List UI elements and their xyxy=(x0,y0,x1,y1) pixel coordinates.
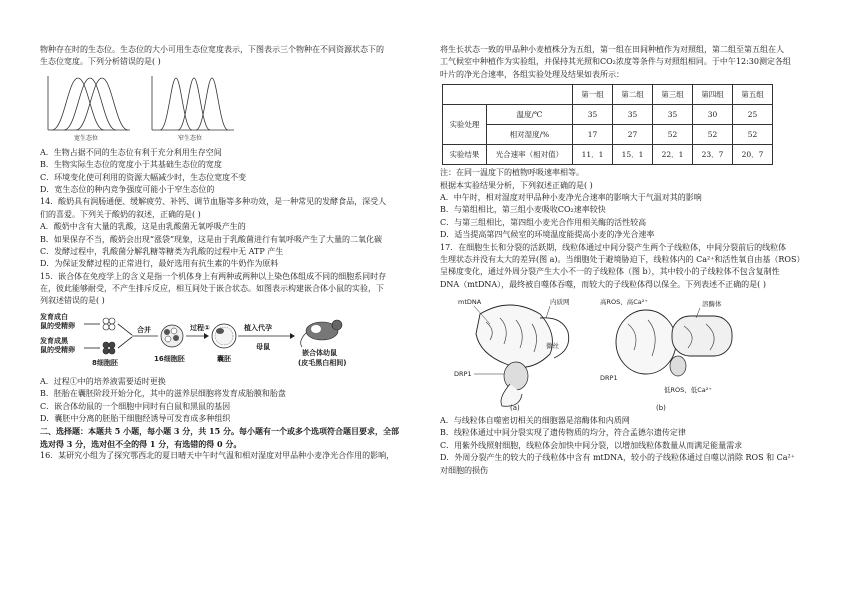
table-cell: 30 xyxy=(693,105,733,125)
table-row xyxy=(443,125,773,145)
q17-stem-1: 17．在细胞生长和分裂的活跃期，线粒体通过中间分裂产生两个子线粒体，中间分裂前后的线粒体 xyxy=(440,242,787,252)
process-label: 过程① xyxy=(190,323,210,332)
black-mouse-label-2: 鼠的受精卵 xyxy=(40,345,75,354)
chimera-result-label-1: 嵌合体幼鼠 xyxy=(302,348,337,357)
table-cell: 35 xyxy=(613,105,653,125)
fission-site-b xyxy=(670,356,686,376)
table-cell: 20．7 xyxy=(733,145,773,165)
er-label: 内质网 xyxy=(550,298,570,307)
table-cell: 52 xyxy=(693,125,733,145)
table-header-row xyxy=(443,85,773,105)
microtubule-label: 微丝 xyxy=(546,342,559,351)
eight-cell-label: 8细胞胚 xyxy=(92,358,118,367)
result-label-cell: 实验结果 xyxy=(443,145,487,165)
q17-stem-2: 生理状态并没有太大的差异(图 a)。当细胞处于避境胁迫下，线粒体内的 Ca²⁺和活性氧自由基（ROS） xyxy=(440,254,805,264)
q17-option-d: D．外周分裂产生的较大的子线粒体中含有 mtDNA，较小的子线粒体通过自噬以消除 ROS 和 Ca²⁺ xyxy=(440,453,795,463)
table-row xyxy=(443,145,773,165)
chimera-result-label-2: (皮毛黑白相间) xyxy=(298,358,347,367)
q16-option-d: D．适当提高第四气候室的环境温度能提高小麦的净光合速率 xyxy=(440,230,655,240)
table-cell: 17 xyxy=(573,125,613,145)
row-name-cell: 温度/℃ xyxy=(486,105,572,125)
lysosome-shape xyxy=(672,316,732,356)
q17-stem-4: DNA（mtDNA），最终被自噬体吞噬，而较大的子线粒体得以保全。下列表述不正确的是( ) xyxy=(440,279,766,289)
implant-label: 植入代孕 xyxy=(244,323,272,332)
table-row xyxy=(443,105,773,125)
q14-stem-1: 14．酸奶具有润肠通便、缓解疲劳、补钙、调节血脂等多种功效，是一种常见的发酵食品，深受人 xyxy=(40,197,387,207)
q17-option-c: C．用紫外线照射细胞，线粒体会加快中间分裂，以增加线粒体数量从而满足能量需求 xyxy=(440,440,743,450)
drp1-a-label: DRP1 xyxy=(454,370,472,379)
q14-option-b: B．如果保存不当，酸奶会出现“涨袋”现象，这是由于乳酸菌进行有氧呼吸产生了大量的二氧化碳 xyxy=(40,234,383,244)
table-cell: 35 xyxy=(573,105,613,125)
intro-line-1: 物种存在时的生态位。生态位的大小可用生态位宽度表示，下图表示三个物种在不同资源状态下的 xyxy=(40,45,384,54)
q14-stem-2: 们的喜爱。下列关于酸奶的叙述，正确的是( ) xyxy=(40,209,201,219)
white-mouse-label-2: 鼠的受精卵 xyxy=(40,321,75,330)
table-note: 注：在同一温度下的植物呼吸速率相等。 xyxy=(440,168,584,178)
sixteen-cell-label: 16细胞胚 xyxy=(154,354,185,363)
q14-option-a: A．酸奶中含有大量的乳酸，这是由乳酸菌无氧呼吸产生的 xyxy=(40,222,246,232)
blastocyst-label: 囊胚 xyxy=(217,354,231,363)
section-two-heading-2: 选对得 3 分，选对但不全的得 1 分，有选错的得 0 分。 xyxy=(40,438,242,449)
q16-stem-3: 工气候室中种植作为实验组，并保持其光照和CO₂浓度等条件与对照组相同。于中午12:30测定各组 xyxy=(440,57,791,67)
lysosome-label: 溶酶体 xyxy=(702,300,722,309)
q15-option-a: A．过程①中的培养液需要适时更换 xyxy=(40,376,166,386)
row-name-cell: 相对湿度/% xyxy=(486,125,572,145)
intro-line-2: 生态位宽度。下列分析错误的是( ) xyxy=(40,57,161,67)
q15-option-d: D．囊胚中分离的胚胎干细胞经诱导可发育成多种组织 xyxy=(40,414,231,424)
q16-stem-2: 将生长状态一致的甲品种小麦植株分为五组，第一组在田间种植作为对照组，第二组至第五组在人 xyxy=(440,45,784,54)
q13-option-c: C．环境变化使可利用的资源大幅减少时，生态位宽度不变 xyxy=(40,172,247,182)
table-cell: 27 xyxy=(613,125,653,145)
table-cell: 23．7 xyxy=(693,145,733,165)
black-embryo-icon xyxy=(103,342,115,354)
narrow-niche-graph xyxy=(152,76,234,142)
q13-option-a: A．生物占据不同的生态位有利于充分利用生存空间 xyxy=(40,147,222,157)
table-header-cell: 第五组 xyxy=(733,85,773,105)
q16-stem-1: 16．某研究小组为了探究鄂西北的夏日晴天中午时气温和相对湿度对甲品种小麦净光合作用的影响， xyxy=(40,451,395,461)
q16-option-c: C．与第三组相比，第四组小麦光合作用相关酶的活性较高 xyxy=(440,217,647,227)
mitochondria-figure xyxy=(450,294,750,412)
experiment-table xyxy=(442,84,773,165)
wide-niche-graph xyxy=(48,76,130,142)
white-embryo-icon xyxy=(103,318,115,330)
white-mouse-label-1: 发育成白 xyxy=(40,312,68,321)
mitochondria-panel-a xyxy=(454,297,570,412)
panel-b-label: (b) xyxy=(656,404,666,413)
mother-label: 母鼠 xyxy=(256,342,270,351)
mtdna-label: mtDNA xyxy=(458,298,482,307)
q16-option-b: B．与第组相比，第三组小麦吸收CO₂速率较快 xyxy=(440,205,606,215)
table-cell: 15．1 xyxy=(613,145,653,165)
panel-a-label: (a) xyxy=(510,404,520,413)
q15-stem-1: 15．嵌合体在免疫学上的含义是指一个机体身上有两种或两种以上染色体组成不同的细胞系同时存 xyxy=(40,271,387,281)
narrow-niche-label: 窄生态位 xyxy=(178,134,203,142)
section-two-heading-1: 二、选择题：本题共 5 小题，每小题 3 分，共 15 分。每小题有一个或多个选项符合题目要求，全部 xyxy=(40,426,399,437)
q14-option-d: D．为保证发酵过程的正常进行，最好选用有抗生素的牛奶作为原料 xyxy=(40,259,279,269)
sixteen-cell-embryo-icon xyxy=(161,325,183,347)
high-ros-label: 高ROS、高Ca²⁺ xyxy=(600,298,648,307)
low-ros-label: 低ROS、低Ca²⁺ xyxy=(664,386,712,395)
q13-option-b: B．生物实际生态位的宽度小于其基础生态位的宽度 xyxy=(40,160,222,170)
fission-site-a xyxy=(504,362,528,390)
q15-stem-3: 列叙述错误的是( ) xyxy=(40,296,105,306)
table-cell: 52 xyxy=(733,125,773,145)
table-cell: 25 xyxy=(733,105,773,125)
table-header-cell: 第一组 xyxy=(573,85,613,105)
drp1-b-label: DRP1 xyxy=(600,374,618,383)
q17-option-a: A．与线粒体自噬密切相关的细胞器是溶酶体和内质网 xyxy=(440,416,630,426)
treatment-label-cell: 实验处理 xyxy=(443,105,487,145)
table-cell: 11．1 xyxy=(573,145,613,165)
q15-option-c: C．嵌合体幼鼠的一个细胞中同时有白鼠和黑鼠的基因 xyxy=(40,401,231,411)
table-cell: 22．1 xyxy=(653,145,693,165)
q17-option-b: B．线粒体通过中间分裂实现了遗传物质的均分，符合孟德尔遗传定律 xyxy=(440,428,686,438)
niche-width-figure xyxy=(40,72,240,144)
q16-option-a: A．中午时，相对湿度对甲品种小麦净光合速率的影响大于气温对其的影响 xyxy=(440,192,702,202)
table-corner-cell xyxy=(443,85,573,105)
q13-option-d: D．宽生态位的种内竞争强度可能小于窄生态位的 xyxy=(40,184,215,194)
table-header-cell: 第四组 xyxy=(693,85,733,105)
black-mouse-label-1: 发育成黑 xyxy=(40,336,68,345)
q16-stem-4: 叶片的净光合速率，各组实验处理及结果如表所示： xyxy=(440,69,624,79)
row-name-cell: 光合速率（相对值） xyxy=(486,145,572,165)
right-column xyxy=(440,44,832,477)
blastocyst-icon xyxy=(212,324,236,348)
wide-niche-label: 宽生态位 xyxy=(74,134,99,142)
q17-option-d-continued: 对细胞的损伤 xyxy=(440,465,488,475)
q15-option-b: B．胚胎在囊胚阶段开始分化，其中的滋养层细胞将发育成胎膜和胎盘 xyxy=(40,389,286,399)
table-header-cell: 第三组 xyxy=(653,85,693,105)
table-cell: 52 xyxy=(653,125,693,145)
table-cell: 35 xyxy=(653,105,693,125)
q17-stem-3: 呈梯度变化，通过外周分裂产生大小不一的子线粒体（图 b），其中较小的子线粒体不包含复制性 xyxy=(440,267,780,277)
merge-label: 合并 xyxy=(137,325,151,334)
left-column xyxy=(40,44,428,463)
q16-question: 根据本实验结果分析，下列叙述正确的是( ) xyxy=(440,180,593,190)
chimera-mouse-icon xyxy=(301,320,342,347)
chimera-figure xyxy=(40,311,370,373)
table-header-cell: 第二组 xyxy=(613,85,653,105)
mitochondria-panel-b xyxy=(600,297,732,412)
q14-option-c: C．发酵过程中，乳酸菌分解乳糖等糖类为乳酸的过程中无 ATP 产生 xyxy=(40,246,284,256)
q15-stem-2: 在，彼此能够耐受，不产生排斥反应，相互间处于嵌合状态。如图表示构建嵌合体小鼠的实验，下 xyxy=(40,284,384,294)
